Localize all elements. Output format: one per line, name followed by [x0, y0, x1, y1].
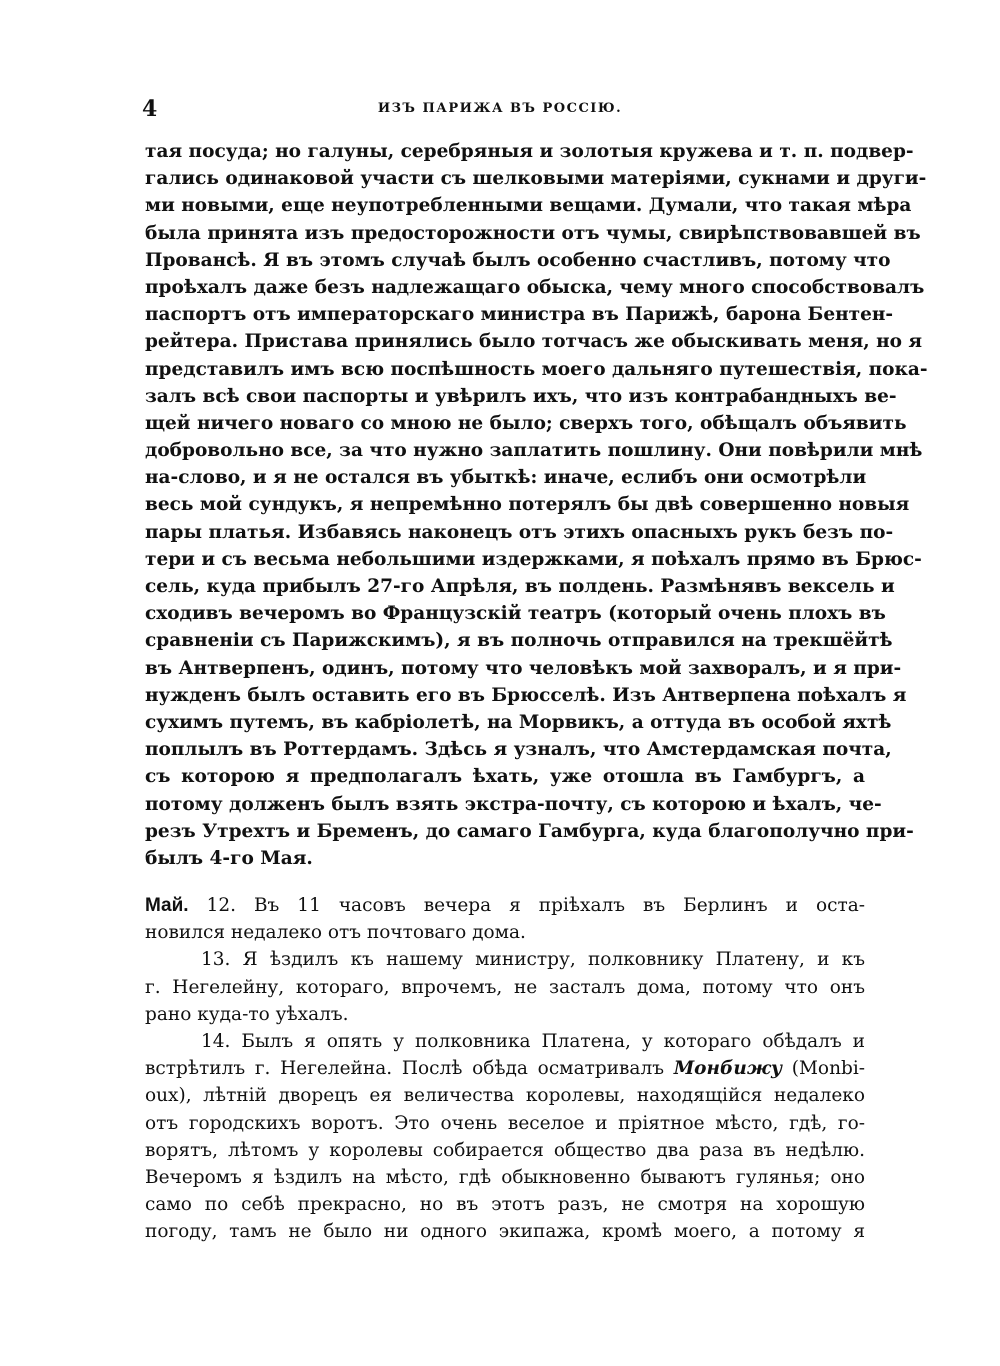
text-line: проѣхалъ даже безъ надлежащаго обыска, чему много способствовалъ: [145, 276, 925, 298]
text-line: представилъ имъ всю поспѣшность моего дальняго путешествія, пока-: [145, 358, 928, 380]
diary-entry-may-13: [145, 946, 865, 1028]
text-line: 14. Былъ я опять у полковника Платена, у котораго обѣдалъ и: [201, 1031, 865, 1052]
italic-place-name: Монбижу: [673, 1058, 783, 1080]
text-line: 13. Я ѣздилъ къ нашему министру, полковнику Платену, и къ: [201, 949, 865, 971]
diary-entry-may-12: [145, 892, 865, 946]
text-line: рейтера. Пристава принялись было тотчасъ же обыскивать меня, но я: [145, 331, 923, 353]
running-title: ИЗЪ ПАРИЖА ВЪ РОССІЮ.: [377, 101, 623, 116]
entry-text: встрѣтилъ г. Негелейна. Послѣ обѣда осматривалъ: [145, 1058, 674, 1080]
text-line: Провансѣ. Я въ этомъ случаѣ былъ особенно счастливъ, потому что: [145, 249, 891, 271]
text-line: паспортъ отъ императорскаго министра въ Парижѣ, барона Бентен-: [145, 304, 894, 326]
text-line: отъ городскихъ воротъ. Это очень веселое и пріятное мѣсто, гдѣ, го-: [145, 1112, 865, 1134]
text-line: съ которою я предполагалъ ѣхать, уже отошла въ Гамбургъ, а: [145, 766, 865, 788]
text-line: поплылъ въ Роттердамъ. Здѣсь я узналъ, что Амстердамская почта,: [145, 739, 892, 761]
text-line: былъ 4-го Мая.: [145, 847, 313, 869]
entry-text: (Monbi-: [782, 1058, 865, 1080]
text-line: ми новыми, еще неупотребленными вещами. Думали, что такая мѣра: [145, 195, 912, 217]
diary-entry-may-14: [145, 1028, 865, 1246]
text-line: [145, 1055, 865, 1082]
text-line: oux), лѣтній дворецъ ея величества королевы, находящійся недалеко: [145, 1085, 865, 1107]
page-number: 4: [142, 96, 158, 122]
text-line: залъ всѣ свои паспорты и увѣрилъ ихъ, что изъ контрабандныхъ ве-: [145, 385, 897, 407]
text-line: само по себѣ прекрасно, но въ этотъ разъ, не смотря на хорошую: [145, 1194, 865, 1216]
text-line: рано куда-то уѣхалъ.: [145, 1003, 349, 1025]
text-line: была принята изъ предосторожности отъ чумы, свирѣпствовавшей въ: [145, 222, 921, 244]
text-line: пары платья. Избавясь наконецъ отъ этихъ опасныхъ рукъ безъ по-: [145, 521, 894, 543]
body-text: [145, 138, 928, 1246]
text-line: Вечеромъ я ѣздилъ на мѣсто, гдѣ обыкновенно бываютъ гулянья; оно: [145, 1166, 865, 1188]
text-line: сель, куда прибылъ 27-го Апрѣля, въ полдень. Размѣнявъ вексель и: [145, 576, 895, 597]
text-line: гались одинаковой участи съ шелковыми матеріями, сукнами и други-: [145, 168, 927, 190]
text-line: добровольно все, за что нужно заплатить пошлину. Они повѣрили мнѣ: [145, 440, 923, 462]
paragraph-continuation: [145, 138, 928, 872]
text-line: потому долженъ былъ взять экстра-почту, съ которою и ѣхалъ, че-: [145, 793, 882, 815]
text-line: ворятъ, лѣтомъ у королевы собирается общество два раза въ недѣлю.: [145, 1139, 865, 1161]
text-line: щей ничего новаго со мною не было; сверхъ того, обѣщалъ объявить: [145, 412, 907, 434]
text-line: погоду, тамъ не было ни одного экипажа, кромѣ моего, а потому я: [145, 1221, 865, 1243]
text-line: сравненіи съ Парижскимъ), я въ полночь отправился на трекшёйтѣ: [145, 630, 893, 652]
text-line: [145, 892, 865, 919]
month-heading: Май.: [145, 895, 189, 917]
text-line: г. Негелейну, котораго, впрочемъ, не засталъ дома, потому что онъ: [145, 976, 865, 998]
text-line: весь мой сундукъ, я непремѣнно потерялъ бы двѣ совершенно новыя: [145, 494, 910, 516]
text-line: резъ Утрехтъ и Бременъ, до самаго Гамбурга, куда благополучно при-: [145, 820, 914, 842]
entry-continuation: [145, 1082, 865, 1245]
text-line: нужденъ былъ оставить его въ Брюсселѣ. Изъ Антверпена поѣхалъ я: [145, 684, 907, 706]
text-line: тая посуда; но галуны, серебряныя и золотыя кружева и т. п. подвер-: [145, 141, 914, 162]
entry-text: 12. Въ 11 часовъ вечера я пріѣхалъ въ Берлинъ и оста-: [188, 895, 865, 917]
text-line: сходивъ вечеромъ во Французскій театръ (который очень плохъ въ: [145, 603, 886, 625]
text-line: въ Антверпенъ, одинъ, потому что человѣкъ мой захворалъ, и я при-: [145, 657, 902, 679]
text-line: новился недалеко отъ почтоваго дома.: [145, 922, 526, 944]
text-line: тери и съ весьма небольшими издержками, я поѣхалъ прямо въ Брюс-: [145, 548, 922, 570]
text-line: сухимъ путемъ, въ кабріолетѣ, на Морвикъ, а оттуда въ особой яхтѣ: [145, 711, 892, 733]
text-line: на-слово, и я не остался въ убыткѣ: иначе, еслибъ они осмотрѣли: [145, 467, 867, 489]
